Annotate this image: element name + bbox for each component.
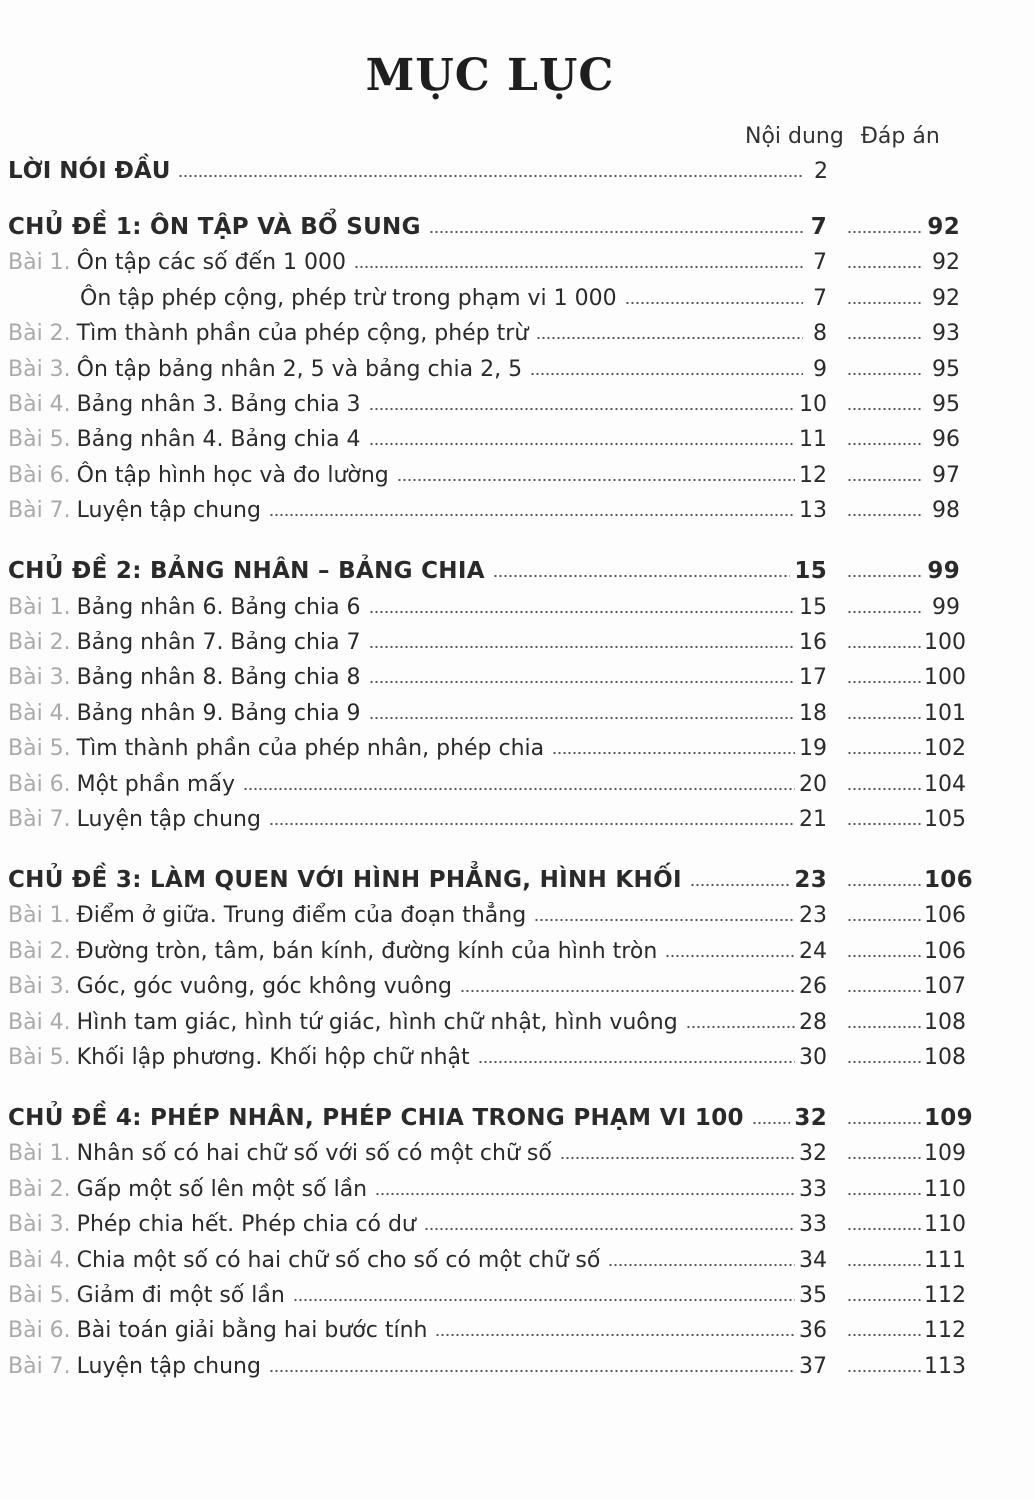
dot-leader <box>847 1121 922 1125</box>
dot-leader <box>369 610 795 614</box>
dot-leader <box>847 336 922 340</box>
dot-leader <box>369 407 795 411</box>
toc-lesson-row <box>8 1345 966 1379</box>
entry-title: Tìm thành phần của phép nhân, phép chia <box>76 736 545 762</box>
toc-lesson-row <box>8 348 960 382</box>
lesson-number: Bài 7. <box>8 1353 71 1379</box>
dot-leader <box>847 301 922 305</box>
lesson-number: Bài 7. <box>8 807 71 832</box>
dot-leader <box>424 1227 795 1231</box>
answer-page-number: 95 <box>932 392 960 417</box>
toc-intro-row <box>8 150 828 184</box>
entry-title: CHỦ ĐỀ 4: PHÉP NHÂN, PHÉP CHIA TRONG PHẠM VI 100 <box>8 1105 744 1131</box>
dot-leader <box>534 918 795 922</box>
entry-title: Ôn tập phép cộng, phép trừ trong phạm vi 1 000 <box>80 285 617 311</box>
toc-entry-label <box>8 250 354 275</box>
dot-leader <box>847 1227 922 1231</box>
toc-entry-label <box>8 1283 293 1308</box>
content-page-number: 7 <box>813 285 827 311</box>
toc-entry-label <box>8 595 369 620</box>
dot-leader <box>397 478 795 482</box>
toc-lesson-row <box>8 1001 966 1035</box>
dot-leader <box>354 265 803 269</box>
entry-title: Chia một số có hai chữ số cho số có một chữ số <box>76 1247 601 1273</box>
page-title: MỤC LỤC <box>365 50 615 101</box>
content-page-number: 23 <box>799 903 827 929</box>
dot-leader <box>369 442 795 446</box>
toc-lesson-row <box>8 312 960 346</box>
content-page-number: 34 <box>799 1247 827 1273</box>
answer-page-number: 99 <box>927 558 960 585</box>
toc-entry-label <box>8 286 625 311</box>
entry-title: Một phần mấy <box>76 771 235 797</box>
entry-title: Ôn tập hình học và đo lường <box>76 462 389 488</box>
dot-leader <box>269 822 795 826</box>
entry-title: Bài toán giải bằng hai bước tính <box>76 1318 428 1344</box>
toc-lesson-row <box>8 241 960 275</box>
toc-entry-label <box>8 939 665 964</box>
dot-leader <box>429 230 803 234</box>
toc-lesson-row <box>8 454 960 488</box>
lesson-number: Bài 1. <box>8 903 71 929</box>
entry-title: Bảng nhân 9. Bảng chia 9 <box>76 700 361 726</box>
content-page-number: 36 <box>799 1318 827 1344</box>
content-page-number: 13 <box>799 498 827 524</box>
dot-leader <box>665 954 795 958</box>
dot-leader <box>493 574 791 578</box>
dot-leader <box>608 1263 795 1267</box>
toc-entry-label <box>8 867 690 893</box>
content-page-number: 23 <box>794 867 827 893</box>
content-page-number: 18 <box>799 700 827 726</box>
toc-lesson-row <box>8 1203 966 1238</box>
answer-page-number: 102 <box>924 736 966 762</box>
dot-leader <box>375 1192 795 1196</box>
toc-lesson-row <box>8 621 966 655</box>
lesson-number: Bài 6. <box>8 462 71 488</box>
content-page-number: 32 <box>794 1105 827 1131</box>
entry-title: Ôn tập bảng nhân 2, 5 và bảng chia 2, 5 <box>76 356 523 382</box>
entry-title: CHỦ ĐỀ 1: ÔN TẬP VÀ BỔ SUNG <box>8 214 421 240</box>
answer-page-number: 92 <box>927 214 960 240</box>
answer-page-number: 109 <box>924 1105 973 1131</box>
answer-page-number: 104 <box>924 771 966 797</box>
dot-leader <box>269 513 795 517</box>
dot-leader <box>752 1121 791 1125</box>
answer-page-number: 108 <box>924 1009 966 1035</box>
entry-title: Nhân số có hai chữ số với số có một chữ số <box>76 1141 552 1167</box>
toc-lesson-row <box>8 277 960 311</box>
answer-page-number: 100 <box>924 665 966 691</box>
content-page-number: 30 <box>799 1045 827 1070</box>
dot-leader <box>178 174 804 178</box>
content-page-number: 26 <box>799 974 827 1000</box>
dot-leader <box>847 513 922 517</box>
answer-page-number: 95 <box>932 356 960 382</box>
dot-leader <box>847 989 922 993</box>
answer-page-number: 109 <box>924 1141 966 1167</box>
toc-entry-label <box>8 1248 608 1273</box>
dot-leader <box>530 372 803 376</box>
lesson-number: Bài 2. <box>8 938 71 964</box>
answer-page-number: 113 <box>924 1353 966 1379</box>
toc-entry-label <box>8 1045 478 1070</box>
toc-lesson-row <box>8 383 960 417</box>
entry-title: Giảm đi một số lần <box>76 1283 285 1308</box>
toc-entry-label <box>8 1105 752 1131</box>
lesson-number: Bài 6. <box>8 771 71 797</box>
content-page-number: 33 <box>799 1212 827 1238</box>
lesson-number: Bài 3. <box>8 974 71 1000</box>
dot-leader <box>460 989 795 993</box>
lesson-number: Bài 2. <box>8 321 71 347</box>
toc-entry-label <box>8 158 178 184</box>
lesson-number: Bài 4. <box>8 1247 71 1273</box>
dot-leader <box>847 1156 922 1160</box>
toc-lesson-row <box>8 894 966 929</box>
toc-entry-label <box>8 498 269 523</box>
content-page-number: 19 <box>799 736 827 762</box>
toc-entry-label <box>8 772 243 797</box>
answer-page-number: 108 <box>924 1045 966 1070</box>
entry-title: Gấp một số lên một số lần <box>76 1176 368 1202</box>
dot-leader <box>847 1060 922 1064</box>
dot-leader <box>293 1298 795 1302</box>
entry-title: LỜI NÓI ĐẦU <box>8 158 171 184</box>
lesson-number: Bài 1. <box>8 250 71 276</box>
dot-leader <box>560 1156 795 1160</box>
toc-entry-label <box>8 736 552 761</box>
dot-leader <box>625 301 803 305</box>
toc-entry-label <box>8 630 369 655</box>
dot-leader <box>552 751 795 755</box>
dot-leader <box>847 442 922 446</box>
dot-leader <box>847 1263 922 1267</box>
answer-page-number: 110 <box>924 1176 966 1202</box>
entry-title: Bảng nhân 7. Bảng chia 7 <box>76 630 361 655</box>
dot-leader <box>847 883 922 887</box>
entry-title: Bảng nhân 3. Bảng chia 3 <box>76 392 361 417</box>
lesson-number: Bài 5. <box>8 736 71 762</box>
dot-leader <box>847 372 922 376</box>
toc-lesson-row <box>8 656 966 691</box>
toc-entry-label <box>8 1318 435 1343</box>
answer-page-number: 98 <box>932 498 960 524</box>
toc-entry-label <box>8 214 429 240</box>
answer-page-number: 112 <box>924 1283 966 1308</box>
entry-title: CHỦ ĐỀ 3: LÀM QUEN VỚI HÌNH PHẲNG, HÌNH KHỐI <box>8 867 682 893</box>
dot-leader <box>847 407 922 411</box>
content-page-number: 7 <box>813 250 827 276</box>
toc-entry-label <box>8 1010 686 1035</box>
toc-lesson-row <box>8 489 960 523</box>
dot-leader <box>369 716 795 720</box>
toc-lesson-row <box>8 1168 966 1202</box>
dot-leader <box>435 1333 795 1337</box>
entry-title: Luyện tập chung <box>76 498 261 524</box>
answer-page-number: 100 <box>924 630 966 655</box>
content-page-number: 24 <box>799 938 827 964</box>
answer-page-number: 107 <box>924 974 966 1000</box>
content-page-number: 11 <box>799 427 827 453</box>
lesson-number: Bài 3. <box>8 665 71 691</box>
toc-lesson-row <box>8 727 966 762</box>
toc-lesson-row <box>8 965 966 1000</box>
entry-title: Điểm ở giữa. Trung điểm của đoạn thẳng <box>76 903 527 929</box>
lesson-number: Bài 7. <box>8 498 71 524</box>
dot-leader <box>686 1025 795 1029</box>
toc-entry-label <box>8 1141 560 1166</box>
dot-leader <box>243 787 795 791</box>
toc-lesson-row <box>8 1239 966 1273</box>
dot-leader <box>847 1025 922 1029</box>
toc-chapter-row <box>8 206 960 240</box>
toc-entry-label <box>8 974 460 999</box>
lesson-number: Bài 6. <box>8 1318 71 1344</box>
lesson-number: Bài 4. <box>8 1009 71 1035</box>
entry-title: CHỦ ĐỀ 2: BẢNG NHÂN – BẢNG CHIA <box>8 558 485 585</box>
content-page-number: 32 <box>799 1141 827 1167</box>
toc-entry-label <box>8 701 369 726</box>
entry-title: Ôn tập các số đến 1 000 <box>76 250 346 276</box>
answer-page-number: 106 <box>924 903 966 929</box>
dot-leader <box>847 1192 922 1196</box>
lesson-number: Bài 5. <box>8 427 71 453</box>
content-page-number: 16 <box>799 630 827 655</box>
entry-title: Tìm thành phần của phép cộng, phép trừ <box>76 321 529 347</box>
lesson-number: Bài 2. <box>8 630 71 655</box>
toc-lesson-row <box>8 1309 966 1344</box>
toc-lesson-row <box>8 1132 966 1167</box>
dot-leader <box>690 883 791 887</box>
toc-lesson-row <box>8 418 960 452</box>
entry-title: Khối lập phương. Khối hộp chữ nhật <box>76 1045 470 1070</box>
lesson-number: Bài 4. <box>8 700 71 726</box>
answer-page-number: 101 <box>924 700 966 726</box>
content-page-number: 8 <box>813 321 827 347</box>
toc-entry-label <box>8 665 369 690</box>
lesson-number: Bài 5. <box>8 1045 71 1070</box>
lesson-number: Bài 3. <box>8 1212 71 1238</box>
dot-leader <box>847 478 922 482</box>
dot-leader <box>536 336 803 340</box>
content-column-header: Nội dung <box>745 124 844 149</box>
dot-leader <box>847 954 922 958</box>
dot-leader <box>478 1060 795 1064</box>
toc-chapter-row <box>8 1097 973 1131</box>
toc-lesson-row <box>8 930 966 964</box>
dot-leader <box>847 610 922 614</box>
answer-page-number: 106 <box>924 867 973 893</box>
dot-leader <box>847 751 922 755</box>
content-page-number: 35 <box>799 1283 827 1308</box>
content-page-number: 9 <box>813 356 827 382</box>
content-page-number: 20 <box>799 771 827 797</box>
content-page-number: 10 <box>799 392 827 417</box>
toc-entry-label <box>8 392 369 417</box>
lesson-number: Bài 3. <box>8 356 71 382</box>
toc-lesson-row <box>8 798 966 832</box>
answer-page-number: 106 <box>924 938 966 964</box>
toc-entry-label <box>8 463 397 488</box>
answer-page-number: 110 <box>924 1212 966 1238</box>
toc-entry-label <box>8 903 534 928</box>
content-page-number: 15 <box>799 594 827 620</box>
answer-page-number: 96 <box>932 427 960 453</box>
content-page-number: 28 <box>799 1009 827 1035</box>
dot-leader <box>269 1369 795 1373</box>
answer-page-number: 93 <box>932 321 960 347</box>
dot-leader <box>847 680 922 684</box>
toc-entry-label <box>8 1177 375 1202</box>
toc-entry-label <box>8 1212 424 1237</box>
entry-title: Luyện tập chung <box>76 807 261 832</box>
dot-leader <box>847 265 922 269</box>
dot-leader <box>847 230 922 234</box>
content-page-number: 37 <box>799 1353 827 1379</box>
lesson-number: Bài 1. <box>8 1141 71 1167</box>
toc-lesson-row <box>8 1274 966 1308</box>
lesson-number: Bài 4. <box>8 392 71 417</box>
content-page-number: 33 <box>799 1176 827 1202</box>
toc-lesson-row <box>8 586 960 620</box>
toc-lesson-row <box>8 692 966 726</box>
answer-page-number: 99 <box>932 594 960 620</box>
dot-leader <box>369 645 795 649</box>
answer-column-header: Đáp án <box>860 124 940 149</box>
toc-chapter-row <box>8 859 973 893</box>
lesson-number: Bài 1. <box>8 594 71 620</box>
toc-chapter-row <box>8 550 960 584</box>
answer-page-number: 105 <box>924 807 966 832</box>
toc-entry-label <box>8 321 536 346</box>
dot-leader <box>847 1333 922 1337</box>
entry-title: Bảng nhân 4. Bảng chia 4 <box>76 427 361 453</box>
entry-title: Luyện tập chung <box>76 1353 261 1379</box>
content-page-number: 12 <box>799 462 827 488</box>
toc-lesson-row <box>8 763 966 797</box>
entry-title: Phép chia hết. Phép chia có dư <box>76 1212 416 1238</box>
dot-leader <box>847 1369 922 1373</box>
content-page-number: 17 <box>799 665 827 691</box>
lesson-number: Bài 2. <box>8 1176 71 1202</box>
toc-entry-label <box>8 807 269 832</box>
content-page-number: 21 <box>799 807 827 832</box>
content-page-number: 15 <box>794 558 827 585</box>
answer-page-number: 92 <box>932 285 960 311</box>
entry-title: Đường tròn, tâm, bán kính, đường kính của hình tròn <box>76 938 658 964</box>
toc-entry-label <box>8 357 530 382</box>
content-page-number: 2 <box>814 159 828 184</box>
dot-leader <box>847 574 922 578</box>
dot-leader <box>847 1298 922 1302</box>
toc-lesson-row <box>8 1036 966 1070</box>
entry-title: Hình tam giác, hình tứ giác, hình chữ nhật, hình vuông <box>76 1009 678 1035</box>
answer-page-number: 112 <box>924 1318 966 1344</box>
toc-entry-label <box>8 558 493 584</box>
toc-entry-label <box>8 427 369 452</box>
answer-page-number: 97 <box>932 462 960 488</box>
entry-title: Bảng nhân 6. Bảng chia 6 <box>76 594 361 620</box>
entry-title: Góc, góc vuông, góc không vuông <box>76 974 452 1000</box>
entry-title: Bảng nhân 8. Bảng chia 8 <box>76 665 361 691</box>
dot-leader <box>847 645 922 649</box>
dot-leader <box>369 680 795 684</box>
answer-page-number: 111 <box>924 1247 966 1273</box>
content-page-number: 7 <box>810 214 827 240</box>
dot-leader <box>847 787 922 791</box>
answer-page-number: 92 <box>932 250 960 276</box>
lesson-number: Bài 5. <box>8 1283 71 1308</box>
dot-leader <box>847 918 922 922</box>
dot-leader <box>847 716 922 720</box>
dot-leader <box>847 822 922 826</box>
toc-entry-label <box>8 1354 269 1379</box>
